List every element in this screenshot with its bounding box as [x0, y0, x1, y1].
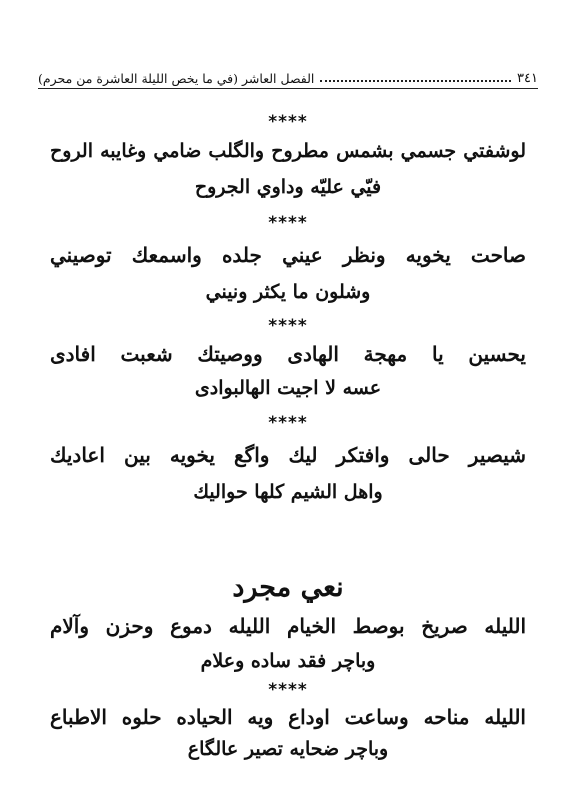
stanza-separator: ****	[268, 316, 308, 336]
stanza-separator: ****	[268, 112, 308, 132]
running-header	[38, 62, 538, 86]
verse-line-2: وباچر فقد ساده وعلام	[200, 650, 376, 672]
verse-line-2: واهل الشيم كلها حواليك	[193, 481, 383, 503]
hemistich-right: شيصير حالى وافتكر ليك	[288, 443, 526, 467]
verse-line	[50, 705, 526, 729]
verse-line-2: فيّي عليّه وداوي الجروح	[194, 176, 382, 198]
verse-line	[50, 443, 526, 467]
verse-line-2: وشلون ما يكثر ونيني	[205, 281, 371, 303]
hemistich-left: ووصيتك شعبت افادى	[50, 342, 263, 366]
hemistich-left: والگلب ضامي وغايبه الروح	[50, 140, 265, 162]
hemistich-right: الليله مناحه وساعت اوداع	[288, 705, 526, 729]
hemistich-right: صاحت يخويه ونظر عيني	[282, 243, 527, 267]
header-rule	[38, 88, 538, 89]
hemistich-left: الليله دموع وحزن وآلام	[50, 614, 271, 638]
hemistich-right: يحسين يا مهجة الهادى	[287, 342, 526, 366]
verse-line-2: عسه لا اجيت الهالبوادى	[194, 377, 382, 399]
verse-line-2: وباچر ضحايه تصير عالگاع	[187, 738, 389, 760]
hemistich-right: لوشفتي جسمي بشمس مطروح	[271, 140, 526, 162]
stanza-separator: ****	[268, 680, 308, 700]
page-number: ٣٤١	[517, 71, 538, 86]
hemistich-left: ويه الحياده حلوه الاطباع	[50, 705, 274, 729]
chapter-title: الفصل العاشر (في ما يخص الليلة العاشرة من محرم)	[38, 71, 315, 86]
hemistich-right: الليله صريخ بوصط الخيام	[286, 614, 526, 638]
section-title: نعي مجرد	[232, 572, 344, 603]
hemistich-left: واگع يخويه بين اعاديك	[50, 443, 270, 467]
verse-line	[50, 140, 526, 162]
dot-leader	[320, 80, 511, 82]
verse-line	[50, 342, 526, 366]
hemistich-left: جلده واسمعك توصيني	[50, 243, 262, 267]
verse-line	[50, 243, 526, 267]
stanza-separator: ****	[268, 213, 308, 233]
verse-line	[50, 614, 526, 638]
stanza-separator: ****	[268, 413, 308, 433]
